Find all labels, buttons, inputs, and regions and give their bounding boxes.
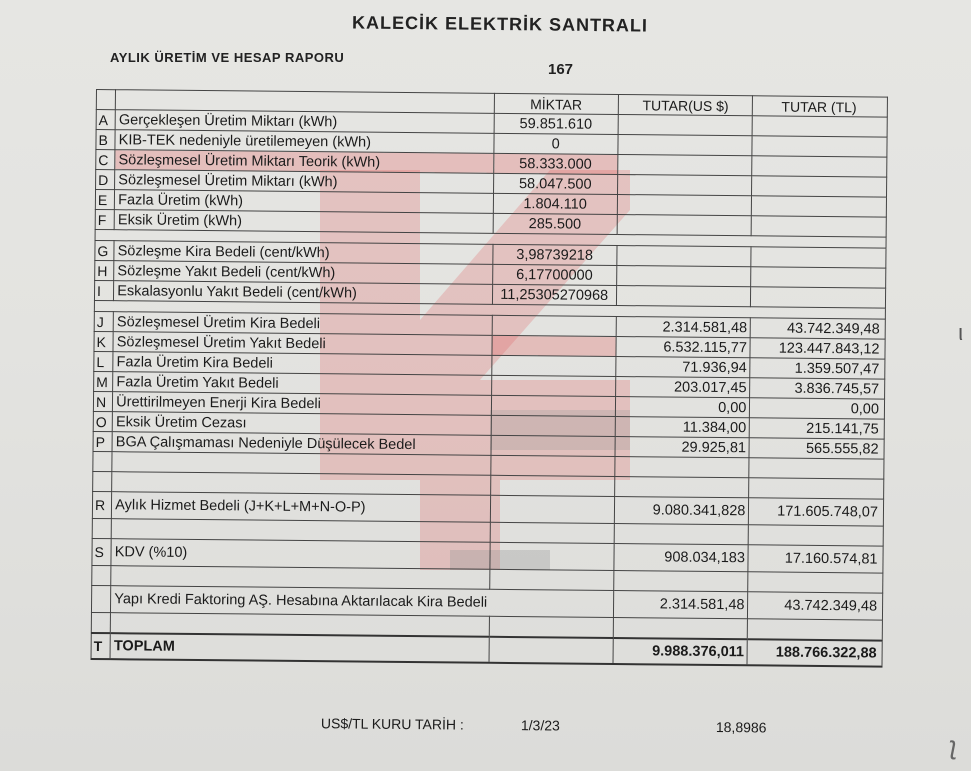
report-title: KALECİK ELEKTRİK SANTRALI: [351, 12, 649, 36]
report-table: [91, 89, 888, 668]
col-miktar: MİKTAR: [494, 93, 619, 114]
table-row: F Eksik Üretim (kWh) 285.500: [95, 209, 886, 237]
rate-value: 18,8986: [715, 718, 767, 736]
table-row: C Sözleşmesel Üretim Miktarı Teorik (kWh) 58.333.000: [96, 150, 887, 178]
table-row: P BGA Çalışmaması Nedeniyle Düşülecek Bedel 29.925,81 565.555,82: [93, 431, 884, 459]
report-number: 167: [548, 61, 574, 78]
table-row: E Fazla Üretim (kWh) 1.804.110: [95, 190, 886, 218]
col-tl: TUTAR (TL): [753, 96, 888, 117]
report-table-wrapper: [90, 89, 894, 747]
hizmet-row: R Aylık Hizmet Bedeli (J+K+L+M+N-O-P) 9.080.341,828 171.605.748,07: [92, 491, 883, 526]
table-row: G Sözleşme Kira Bedeli (cent/kWh) 3,98739218: [95, 240, 886, 268]
faktoring-row: Yapı Kredi Faktoring AŞ. Hesabına Aktarılacak Kira Bedeli 2.314.581,48 43.742.349,48: [91, 585, 882, 620]
table-row: D Sözleşmesel Üretim Miktarı (kWh) 58.047.500: [96, 170, 887, 198]
table-row: I Eskalasyonlu Yakıt Bedeli (cent/kWh) 11,25305270968: [94, 280, 885, 308]
table-row: N Ürettirilmeyen Enerji Kira Bedeli 0,00 0,00: [93, 391, 884, 419]
rate-label: US$/TL KURU TARİH :: [320, 715, 464, 733]
col-usd: TUTAR(US $): [618, 95, 753, 116]
table-row: A Gerçekleşen Üretim Miktarı (kWh) 59.851.610: [96, 110, 887, 138]
total-row: T TOPLAM 9.988.376,011 188.766.322,88: [91, 633, 882, 667]
handwriting-mark-icon: ʅ: [949, 730, 957, 760]
table-row: B KIB-TEK nedeniyle üretilemeyen (kWh) 0: [96, 130, 887, 158]
table-row: O Eksik Üretim Cezası 11.384,00 215.141,75: [93, 411, 884, 439]
kdv-row: S KDV (%10) 908.034,183 17.160.574,81: [92, 538, 883, 573]
report-subtitle: AYLIK ÜRETİM VE HESAP RAPORU: [110, 50, 345, 65]
table-row: K Sözleşmesel Üretim Yakıt Bedeli 6.532.115,77 123.447.843,12: [94, 331, 885, 359]
table-row: M Fazla Üretim Yakıt Bedeli 203.017,45 3.836.745,57: [94, 371, 885, 399]
exchange-rate-line: [96, 711, 884, 739]
table-row: J Sözleşmesel Üretim Kira Bedeli 2.314.581,48 43.742.349,48: [94, 311, 885, 339]
table-row: H Sözleşme Yakıt Bedeli (cent/kWh) 6,17700000: [95, 260, 886, 288]
pen-mark-icon: ι: [958, 320, 963, 345]
table-row: L Fazla Üretim Kira Bedeli 71.936,94 1.359.507,47: [94, 351, 885, 379]
rate-date: 1/3/23: [520, 717, 560, 734]
